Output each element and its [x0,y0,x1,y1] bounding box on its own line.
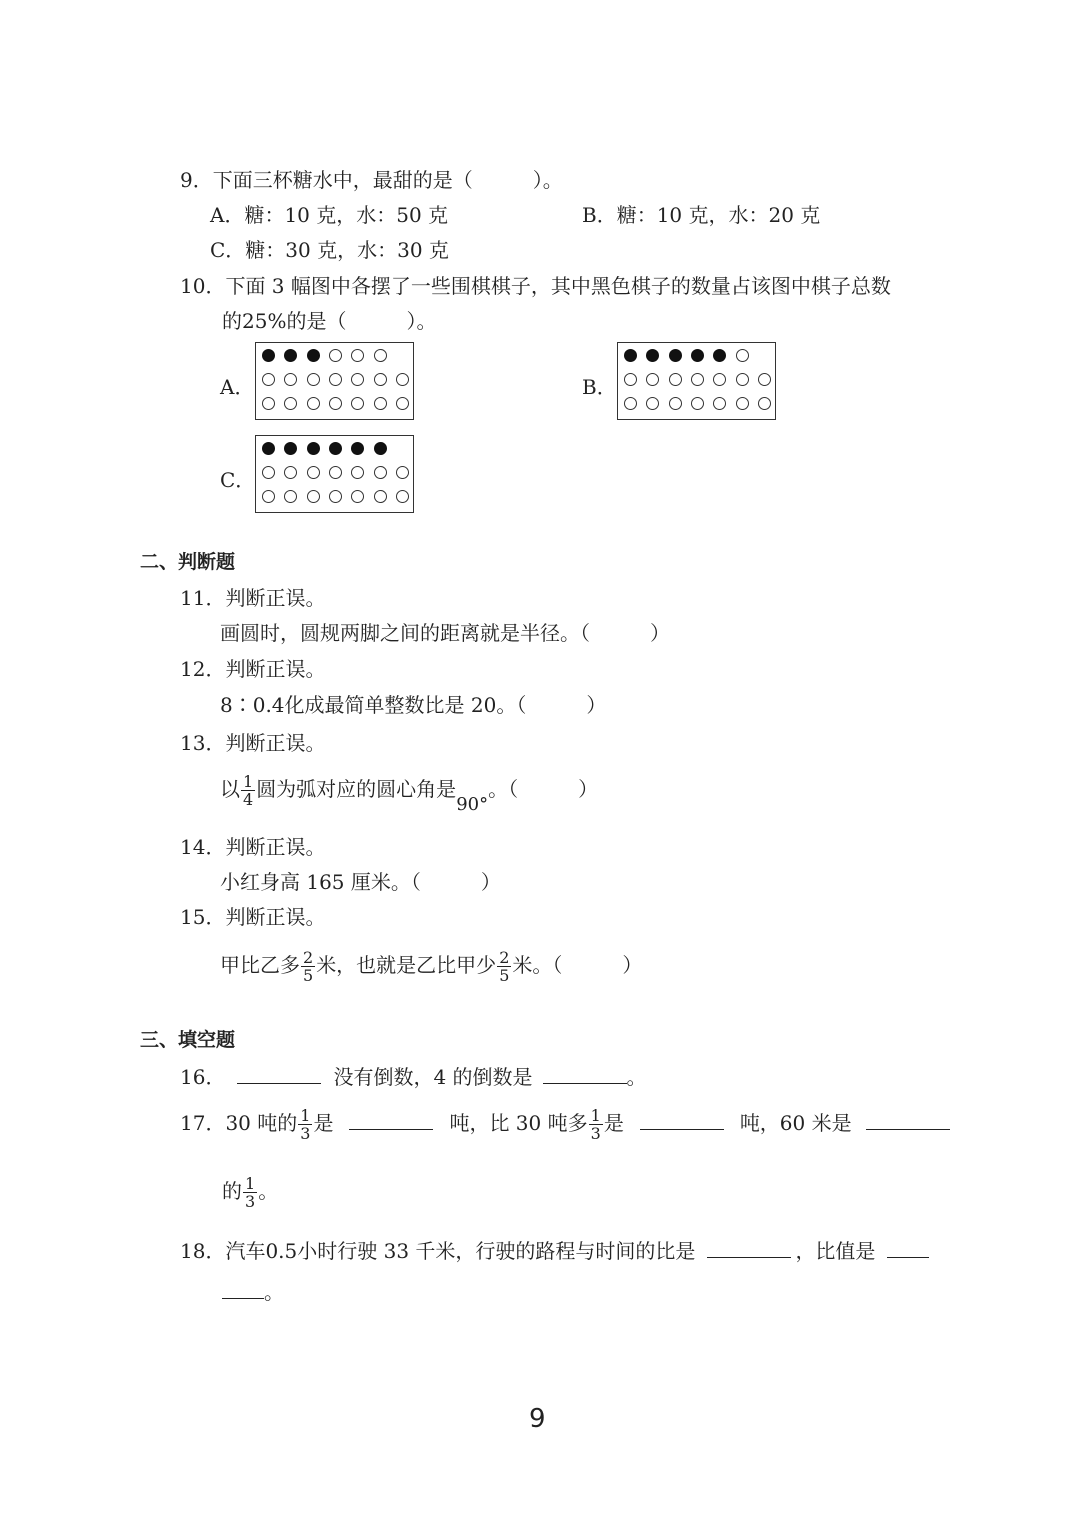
q17-text-4: 是 [603,1111,624,1135]
q17-blank-3[interactable] [866,1109,950,1130]
white-stone [713,397,726,410]
q16-number: 16． [180,1065,226,1089]
white-stone [284,373,297,386]
white-stone [691,373,704,386]
q16-blank-1[interactable] [237,1063,321,1084]
q17-fraction-1-den: 3 [300,1124,311,1143]
black-stone [307,349,320,362]
white-stone [374,397,387,410]
q15-fraction-2-den: 5 [499,966,510,985]
q18-end: 。 [264,1280,284,1304]
q15-text-post: 米。（ ） [512,953,643,977]
q13-stem: 13．判断正误。 [180,731,326,755]
white-stone [736,349,749,362]
page-number: 9 [529,1404,546,1434]
q15-fraction-2-num: 2 [499,948,510,967]
white-stone [307,373,320,386]
black-stone [646,349,659,362]
white-stone [284,490,297,503]
q15-stem: 15．判断正误。 [180,905,326,929]
q16 [180,1061,647,1090]
white-stone [736,397,749,410]
black-stone [691,349,704,362]
q12-body: 8∶0.4化成最简单整数比是 20。（ ） [220,693,607,717]
q17-text-6: 的 [222,1179,242,1203]
q17-fraction-1-num: 1 [300,1106,311,1125]
q18-blank-1[interactable] [707,1237,791,1258]
q18-text-1: 汽车0.5小时行驶 33 千米，行驶的路程与时间的比是 [225,1239,696,1263]
q15-fraction-1-den: 5 [303,966,314,985]
q9-option-c: C．糖：30 克，水：30 克 [210,238,449,262]
q9-stem: 9．下面三杯糖水中，最甜的是（ ）。 [180,168,563,192]
q17-blank-1[interactable] [349,1109,433,1130]
q17-fraction-1 [298,1107,312,1142]
white-stone [351,397,364,410]
q17-fraction-3-den: 3 [245,1192,256,1211]
q13-text-post: 。（ ） [488,777,599,801]
black-stone [262,442,275,455]
q10-label-b: B． [582,375,617,399]
q18-blank-2-end[interactable] [222,1278,264,1299]
white-stone [329,490,342,503]
section-fill-title: 三、填空题 [140,1029,236,1051]
white-stone [351,466,364,479]
black-stone [351,442,364,455]
white-stone [307,397,320,410]
q15-fraction-2 [497,949,511,984]
q12-stem: 12．判断正误。 [180,657,326,681]
q17-number: 17． [180,1111,226,1135]
black-stone [307,442,320,455]
white-stone [329,397,342,410]
white-stone [646,397,659,410]
q18-number: 18． [180,1239,226,1263]
q17-fraction-3 [243,1175,257,1210]
white-stone [624,373,637,386]
q17-line1 [180,1098,950,1148]
q17-blank-2[interactable] [640,1109,724,1130]
black-stone [669,349,682,362]
q9-option-b: B．糖：10 克，水：20 克 [582,203,821,227]
q17-fraction-3-num: 1 [245,1174,256,1193]
black-stone [262,349,275,362]
white-stone [262,490,275,503]
white-stone [669,397,682,410]
q15-body [220,940,642,990]
q13-fraction-den: 4 [243,790,254,809]
section-judgement-title: 二、判断题 [140,551,236,573]
white-stone [307,466,320,479]
q15-text-pre: 甲比乙多 [220,953,300,977]
white-stone [329,373,342,386]
black-stone [374,442,387,455]
q18-line1 [180,1235,929,1264]
q17-fraction-2-num: 1 [590,1106,601,1125]
black-stone [329,442,342,455]
white-stone [351,349,364,362]
q9-option-a: A．糖：10 克，水：50 克 [210,203,449,227]
white-stone [758,373,771,386]
q11-body: 画圆时，圆规两脚之间的距离就是半径。（ ） [220,621,670,645]
q13-fraction [241,773,255,808]
white-stone [374,466,387,479]
q10-label-a: A． [220,375,255,399]
white-stone [758,397,771,410]
white-stone [284,397,297,410]
q17-fraction-2 [589,1107,603,1142]
white-stone [624,397,637,410]
q17-text-1: 30 吨的 [225,1111,298,1135]
q17-fraction-2-den: 3 [590,1124,601,1143]
q16-text: 没有倒数，4 的倒数是 [333,1065,533,1089]
white-stone [396,373,409,386]
white-stone [329,349,342,362]
q17-end: 。 [258,1179,279,1203]
white-stone [329,466,342,479]
q10-label-c: C． [220,468,256,492]
white-stone [351,373,364,386]
q13-angle: 90° [456,794,489,815]
q16-end: 。 [626,1065,647,1089]
q18-text-2: ，比值是 [795,1239,876,1263]
white-stone [691,397,704,410]
white-stone [262,373,275,386]
q16-blank-2[interactable] [543,1063,627,1084]
go-board-c [255,435,414,513]
white-stone [396,466,409,479]
q14-stem: 14．判断正误。 [180,835,326,859]
white-stone [262,397,275,410]
white-stone [262,466,275,479]
q15-fraction-1-num: 2 [303,948,314,967]
black-stone [713,349,726,362]
white-stone [307,490,320,503]
q17-text-3: 吨，比 30 吨多 [449,1111,588,1135]
q18-line2 [222,1276,284,1305]
white-stone [396,490,409,503]
q15-fraction-1 [301,949,315,984]
go-board-a [255,342,414,420]
q17-line2 [222,1166,278,1216]
q13-text-pre: 以 [220,777,240,801]
white-stone [351,490,364,503]
q17-text-5: 吨，60 米是 [739,1111,852,1135]
white-stone [736,373,749,386]
white-stone [646,373,659,386]
white-stone [713,373,726,386]
black-stone [284,349,297,362]
q11-stem: 11．判断正误。 [180,586,326,610]
white-stone [374,490,387,503]
q13-fraction-num: 1 [243,772,254,791]
black-stone [284,442,297,455]
go-board-b [617,342,776,420]
q13-text-mid: 圆为弧对应的圆心角是 [256,777,457,801]
white-stone [374,349,387,362]
q17-text-2: 是 [313,1111,334,1135]
white-stone [669,373,682,386]
q10-stem-line2: 的25%的是（ ）。 [222,309,437,333]
q18-blank-2-start[interactable] [887,1237,929,1258]
q14-body: 小红身高 165 厘米。（ ） [220,870,501,894]
black-stone [624,349,637,362]
q10-stem-line1: 10．下面 3 幅图中各摆了一些围棋棋子，其中黑色棋子的数量占该图中棋子总数 [180,274,891,298]
white-stone [374,373,387,386]
white-stone [284,466,297,479]
white-stone [396,397,409,410]
q13-body [220,764,598,816]
q15-text-mid: 米，也就是乙比甲少 [316,953,497,977]
